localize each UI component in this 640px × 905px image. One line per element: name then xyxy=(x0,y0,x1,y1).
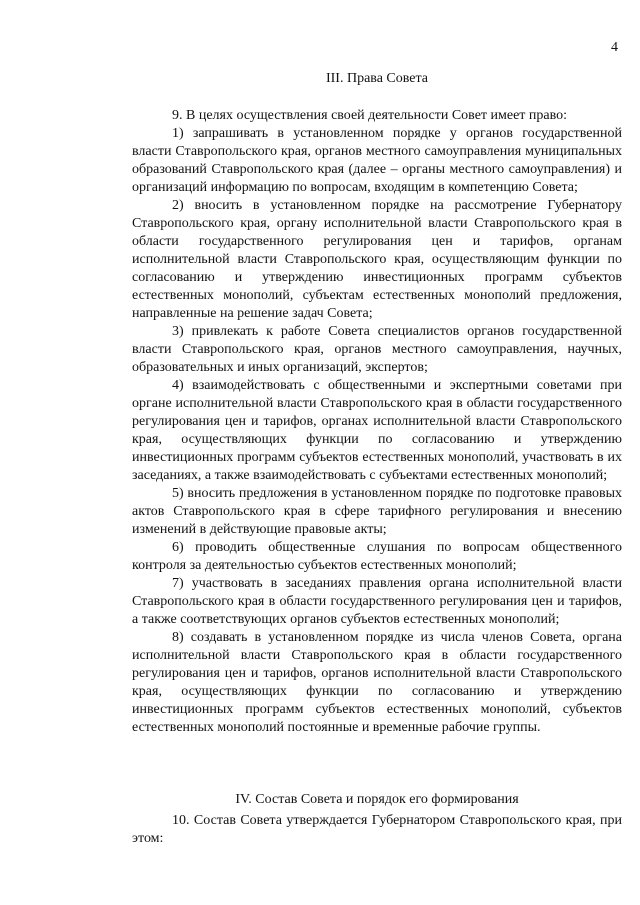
paragraph-10: 10. Состав Совета утверждается Губернатором Ставропольского края, при этом: xyxy=(132,813,622,846)
list-item: 1) запрашивать в установленном порядке у органов государственной власти Ставропольского края, органов местного самоуправления муниципальных образований Ставропольского края (далее – органы местного самоуправления) и организаций информацию по вопросам, входящим в компетенцию Совета; xyxy=(132,126,622,195)
list-item: 2) вносить в установленном порядке на рассмотрение Губернатору Ставропольского края, органу исполнительной власти Ставропольского края в области государственного регулирования цен и тарифов, органам исполнительной власти Ставропольского края, осуществляющим функции по согласованию и утверждению инвестиционных программ субъектов естественных монополий, субъектам естественных монополий предложения, направленные на решение задач Совета; xyxy=(132,198,622,321)
list-item: 7) участвовать в заседаниях правления органа исполнительной власти Ставропольского края в области государственного регулирования цен и тарифов, а также соответствующих органов субъектов естественных монополий; xyxy=(132,576,622,627)
section-heading-rights: III. Права Совета xyxy=(325,71,429,86)
rights-list xyxy=(132,125,622,737)
section-heading-composition: IV. Состав Совета и порядок его формирования xyxy=(235,792,519,807)
list-item: 8) создавать в установленном порядке из числа членов Совета, органа исполнительной власти Ставропольского края в области государственного регулирования цен и тарифов, органов исполнительной власти Ставропольского края, осуществляющих функции по согласованию и утверждению инвестиционных программ субъектов естественных монополий, субъектов естественных монополий постоянные и временные рабочие группы. xyxy=(132,630,622,735)
list-item: 3) привлекать к работе Совета специалистов органов государственной власти Ставропольского края, органов местного самоуправления, научных, образовательных и иных организаций, экспертов; xyxy=(132,324,622,375)
list-item: 4) взаимодействовать с общественными и экспертными советами при органе исполнительной власти Ставропольского края в области государственного регулирования цен и тарифов, органах исполнительной власти Ставропольского края, осуществляющих функции по согласованию и утверждению инвестиционных программ субъектов естественных монополий, участвовать в их заседаниях, а также взаимодействовать с субъектами естественных монополий; xyxy=(132,378,622,483)
list-item: 5) вносить предложения в установленном порядке по подготовке правовых актов Ставропольского края в сфере тарифного регулирования и внесению изменений в действующие правовые акты; xyxy=(132,486,622,537)
page-number: 4 xyxy=(611,40,618,55)
list-item: 6) проводить общественные слушания по вопросам общественного контроля за деятельностью субъектов естественных монополий; xyxy=(132,540,622,573)
paragraph-9-intro: 9. В целях осуществления своей деятельности Совет имеет право: xyxy=(172,108,568,123)
